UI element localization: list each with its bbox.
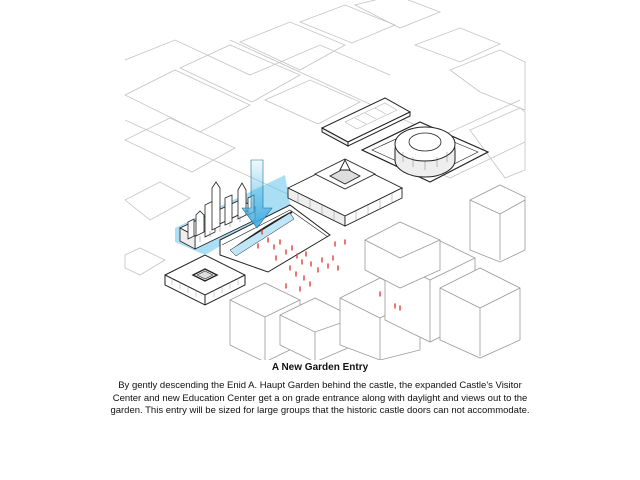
caption-body: By gently descending the Enid A. Haupt Garden behind the castle, the expanded Castle's Visitor Center and new Education Center get a on grade entrance along with daylight and views out to the garden. This entry will be sized for large groups that the historic castle doors can not accommodate. — [110, 380, 530, 416]
caption — [110, 362, 530, 418]
caption-title: A New Garden Entry — [271, 362, 369, 373]
museum-courtyard-building — [165, 255, 245, 305]
hirshhorn-museum — [362, 122, 488, 182]
